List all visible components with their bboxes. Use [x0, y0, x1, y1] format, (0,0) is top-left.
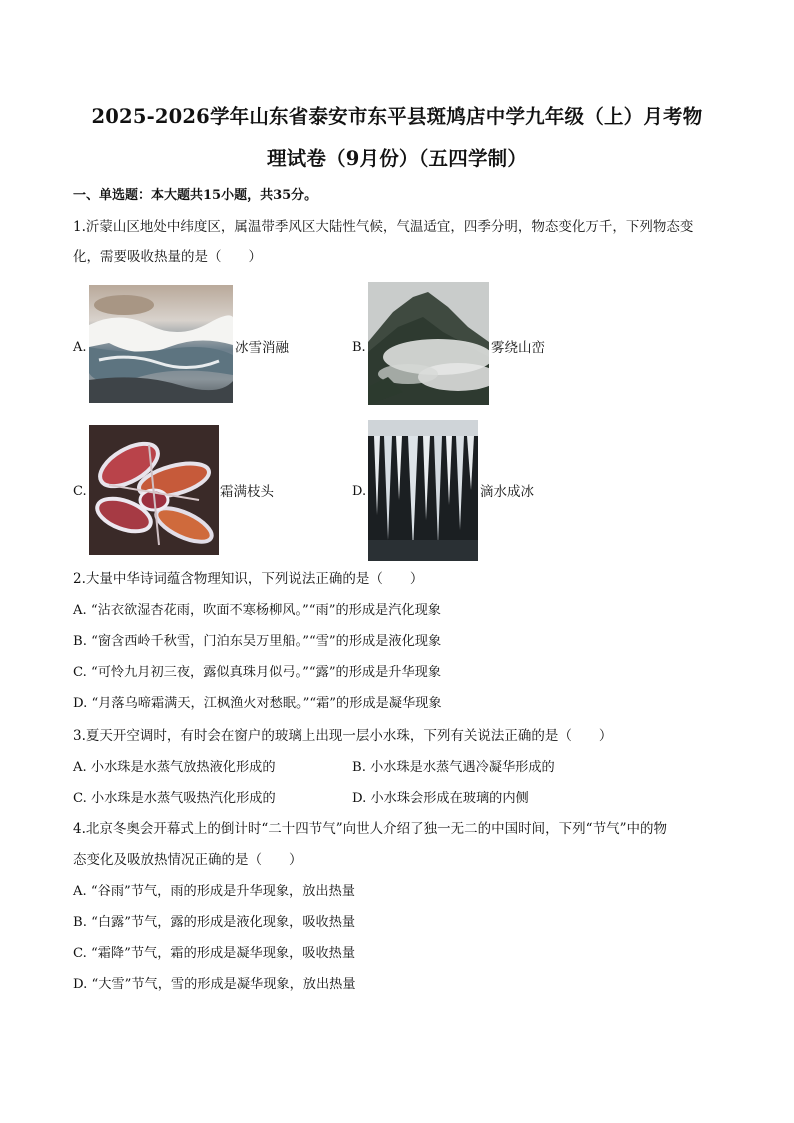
- q4-stem-line-2: 态变化及吸放热情况正确的是（ ）: [73, 852, 303, 868]
- q2-option-d: D. “月落乌啼霜满天，江枫渔火对愁眠。”“霜”的形成是凝华现象: [73, 696, 442, 711]
- q2-stem: 2.大量中华诗词蕴含物理知识，下列说法正确的是（ ）: [73, 571, 424, 587]
- q4-option-b: B. “白露”节气，露的形成是液化现象，吸收热量: [73, 915, 356, 930]
- exam-title: [60, 96, 734, 180]
- q1-option-d-caption: 滴水成冰: [480, 484, 534, 500]
- q2-option-b: B. “窗含西岭千秋雪，门泊东吴万里船。”“雪”的形成是液化现象: [73, 634, 442, 649]
- q1-option-c-letter: C.: [73, 484, 87, 499]
- q1-option-b-letter: B.: [352, 340, 366, 355]
- q3-stem: 3.夏天开空调时，有时会在窗户的玻璃上出现一层小水珠，下列有关说法正确的是（ ）: [73, 728, 613, 744]
- section-heading: 一、单选题：本大题共15小题，共35分。: [73, 188, 318, 203]
- title-line-1: 2025-2026学年山东省泰安市东平县斑鸠店中学九年级（上）月考物: [91, 105, 703, 128]
- title-line-2: 理试卷（9月份）（五四学制）: [266, 147, 528, 170]
- q3-option-a: A. 小水珠是水蒸气放热液化形成的: [73, 760, 276, 775]
- q2-option-c: C. “可怜九月初三夜，露似真珠月似弓。”“露”的形成是升华现象: [73, 665, 442, 680]
- q3-option-c: C. 小水珠是水蒸气吸热汽化形成的: [73, 791, 276, 806]
- q3-option-b: B. 小水珠是水蒸气遇冷凝华形成的: [352, 760, 555, 775]
- misty-mountain-photo: [368, 282, 489, 405]
- frosted-leaves-photo: [89, 425, 219, 555]
- q4-option-d: D. “大雪”节气，雪的形成是凝华现象，放出热量: [73, 977, 356, 992]
- q1-stem-line-2: 化，需要吸收热量的是（ ）: [73, 249, 262, 265]
- melting-ice-photo: [89, 285, 233, 403]
- q3-option-d: D. 小水珠会形成在玻璃的内侧: [352, 791, 529, 806]
- q1-option-d-letter: D.: [352, 484, 367, 499]
- q1-option-c-caption: 霜满枝头: [220, 484, 274, 500]
- q1-option-a-letter: A.: [73, 340, 87, 355]
- q1-stem-line-1: 1.沂蒙山区地处中纬度区，属温带季风区大陆性气候，气温适宜，四季分明，物态变化万千，下列物态变: [73, 219, 694, 235]
- q1-option-a-caption: 冰雪消融: [235, 340, 289, 356]
- icicles-photo: [368, 420, 478, 561]
- q4-stem-line-1: 4.北京冬奥会开幕式上的倒计时“二十四节气”向世人介绍了独一无二的中国时间，下列“节气”中的物: [73, 821, 667, 837]
- q2-option-a: A. “沾衣欲湿杏花雨，吹面不寒杨柳风。”“雨”的形成是汽化现象: [73, 603, 441, 618]
- q4-option-a: A. “谷雨”节气，雨的形成是升华现象，放出热量: [73, 884, 355, 899]
- q4-option-c: C. “霜降”节气，霜的形成是凝华现象，吸收热量: [73, 946, 356, 961]
- q1-option-b-caption: 雾绕山峦: [491, 340, 545, 356]
